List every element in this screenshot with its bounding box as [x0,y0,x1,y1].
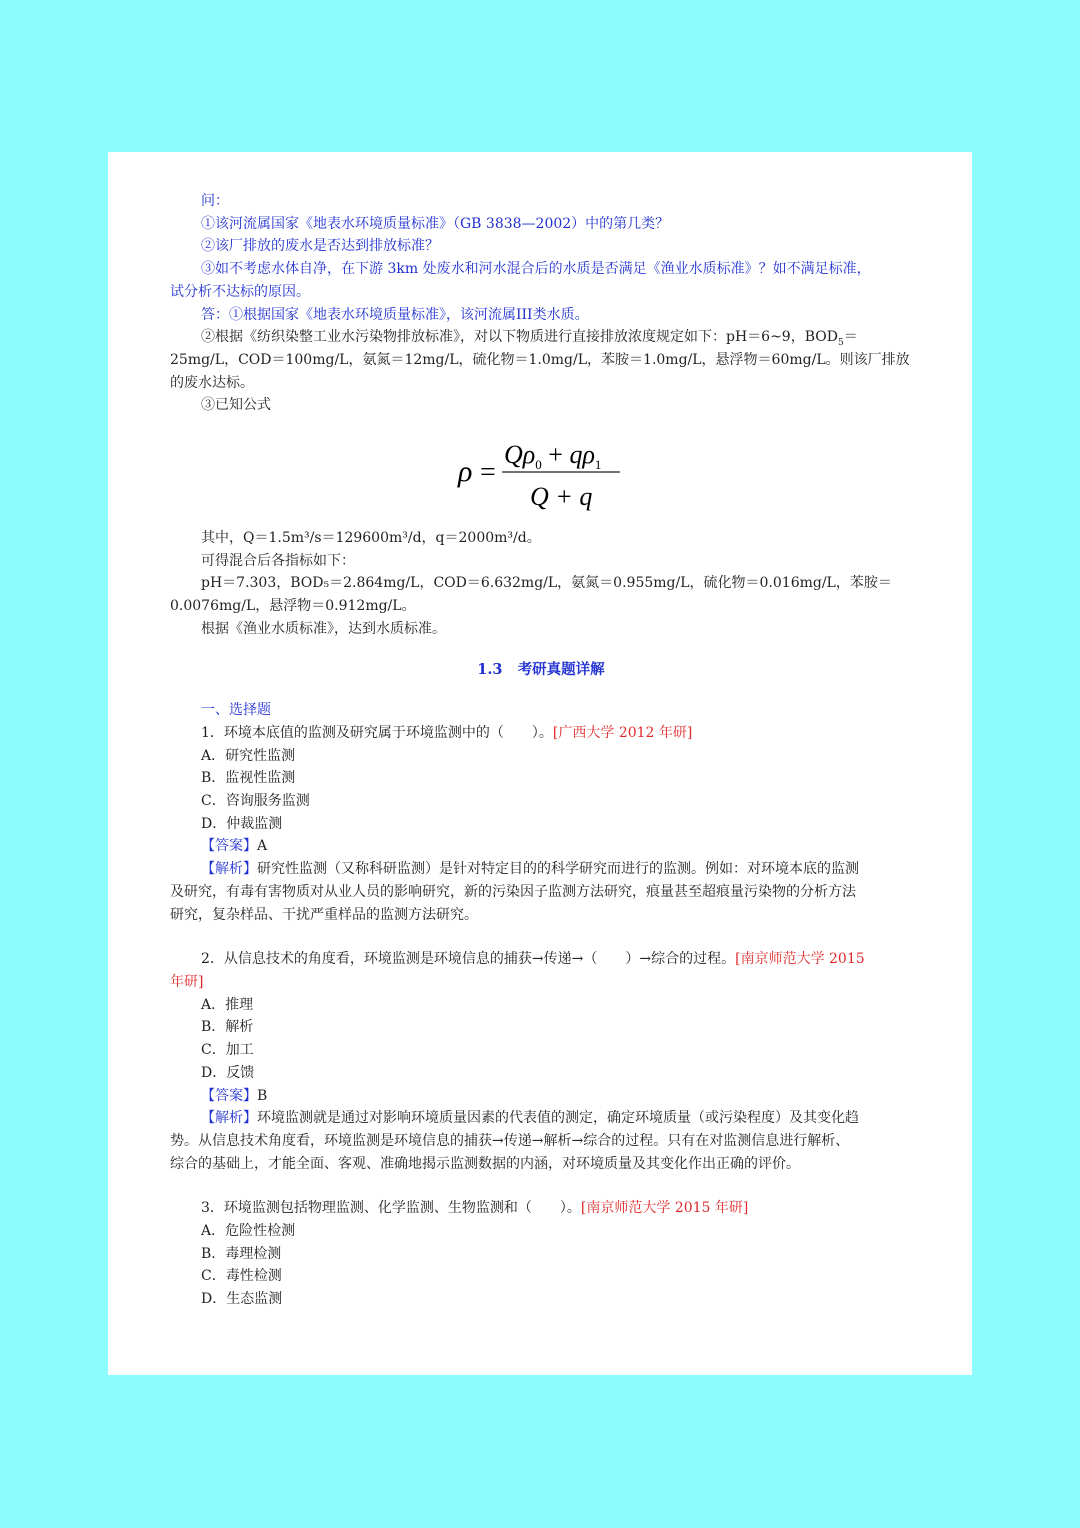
q1-answer [170,835,912,858]
mix-values-line-2: 0.0076mg/L，悬浮物＝0.912mg/L。 [170,598,416,615]
q1-analysis-text: 研究性监测（又称科研监测）是针对特定目的的科学研究而进行的监测。例如：对环境本底的监测 [257,861,859,878]
answer-2-line-1 [170,326,912,349]
q1-analysis-line-2: 及研究，有毒有害物质对从业人员的影响研究，新的污染因子监测方法研究，痕量甚至超痕量污染物的分析方法 [170,883,856,900]
section-number: 1.3 [477,660,503,678]
q2-source-line-2: 年研] [170,973,204,990]
q2-analysis-text: 环境监测就是通过对影响环境质量因素的代表值的测定，确定环境质量（或污染程度）及其变化趋 [257,1110,859,1127]
answer-2-line-1-end: ＝ [843,329,858,346]
answer-2-line-3: 的废水达标。 [170,374,254,391]
question-2: ②该厂排放的废水是否达到排放标准？ [201,238,439,255]
question-3-line-1: ③如不考虑水体自净，在下游 3km 处废水和河水混合后的水质是否满足《渔业水质标准》？如不满足标准， [201,261,871,278]
q3-stem-text: 3．环境监测包括物理监测、化学监测、生物监测和（ ）。 [201,1200,581,1217]
q2-analysis-line-3: 综合的基础上，才能全面、客观、准确地揭示监测数据的内涵，对环境质量及其变化作出正确的评价。 [170,1155,800,1172]
answer-2-line-1-text: ②根据《纺织染整工业水污染物排放标准》，对以下物质进行直接排放浓度规定如下：pH＝6~9，BOD [201,329,838,346]
q2-answer [170,1085,912,1108]
q3-option-d: D．生态监测 [201,1291,283,1308]
q2-stem-text: 2．从信息技术的角度看，环境监测是环境信息的捕获→传递→（ ）→综合的过程。 [201,951,736,968]
q3-option-b: B．毒理检测 [201,1245,282,1262]
q3-stem [170,1197,912,1220]
spacer [170,926,912,948]
part-title: 一、选择题 [201,702,271,719]
formula-equals: = [480,457,496,489]
answer-1-text: 答：①根据国家《地表水环境质量标准》，该河流属III类水质。 [201,306,589,323]
q1-stem-text: 1．环境本底值的监测及研究属于环境监测中的（ ）。 [201,724,553,741]
q1-analysis-line-3: 研究，复杂样品、干扰严重样品的监测方法研究。 [170,906,478,923]
q1-option-c: C．咨询服务监测 [201,793,310,810]
q2-analysis-line-1 [170,1107,912,1130]
formula-numerator: $Q\rho_0 + q\rho_1$ [504,440,602,473]
q1-answer-value: A [257,838,268,855]
conclusion: 根据《渔业水质标准》，达到水质标准。 [201,620,446,637]
q1-option-d: D．仲裁监测 [201,815,283,832]
q2-option-a: A．推理 [201,996,254,1013]
q1-answer-label: 【答案】 [201,838,257,855]
q3-option-c: C．毒性检测 [201,1268,282,1285]
q1-option-b: B．监视性监测 [201,770,296,787]
q2-option-c: C．加工 [201,1042,254,1059]
mix-values-line-1: pH＝7.303，BOD₅＝2.864mg/L，COD＝6.632mg/L，氨氮＝0.955mg/L，硫化物＝0.016mg/L，苯胺＝ [201,575,892,592]
q1-analysis-line-1 [170,858,912,881]
answer-2-line-2: 25mg/L，COD＝100mg/L，氨氮＝12mg/L，硫化物＝1.0mg/L，苯胺＝1.0mg/L，悬浮物＝60mg/L。则该厂排放 [170,351,910,368]
q1-option-a: A．研究性监测 [201,747,296,764]
q2-option-b: B．解析 [201,1019,254,1036]
formula-lhs: ρ [458,455,473,489]
bod-subscript: 5 [837,338,844,349]
q2-source: [南京师范大学 2015 [735,951,865,968]
q3-option-a: A．危险性检测 [201,1223,296,1240]
section-title: 考研真题详解 [517,660,605,678]
spacer [170,1175,912,1197]
q2-answer-label: 【答案】 [201,1087,257,1104]
mixing-formula [170,417,912,527]
formula-denominator: Q + q [530,482,593,512]
question-ask: 问： [201,193,229,209]
q1-stem [170,722,912,745]
question-1: ①该河流属国家《地表水环境质量标准》（GB 3838—2002）中的第几类？ [201,215,670,232]
formula-svg [456,417,636,517]
q1-source: [广西大学 2012 年研] [552,724,693,741]
q2-analysis-label: 【解析】 [201,1110,257,1127]
q3-source: [南京师范大学 2015 年研] [580,1200,749,1217]
document-page [108,152,972,1375]
q2-option-d: D．反馈 [201,1064,255,1081]
answer-1 [170,304,912,327]
q1-analysis-label: 【解析】 [201,861,257,878]
page-content [170,190,912,1311]
section-heading [170,659,912,682]
q2-stem [170,948,912,971]
mix-intro: 可得混合后各指标如下： [201,552,355,569]
q2-analysis-line-2: 势。从信息技术角度看，环境监测是环境信息的捕获→传递→解析→综合的过程。只有在对监测信息进行解析、 [170,1132,850,1149]
q2-answer-value: B [257,1087,268,1104]
answer-3: ③已知公式 [201,397,271,414]
question-3-line-2: 试分析不达标的原因。 [170,283,310,300]
formula-where: 其中，Q＝1.5m³/s＝129600m³/d，q＝2000m³/d。 [201,530,541,547]
